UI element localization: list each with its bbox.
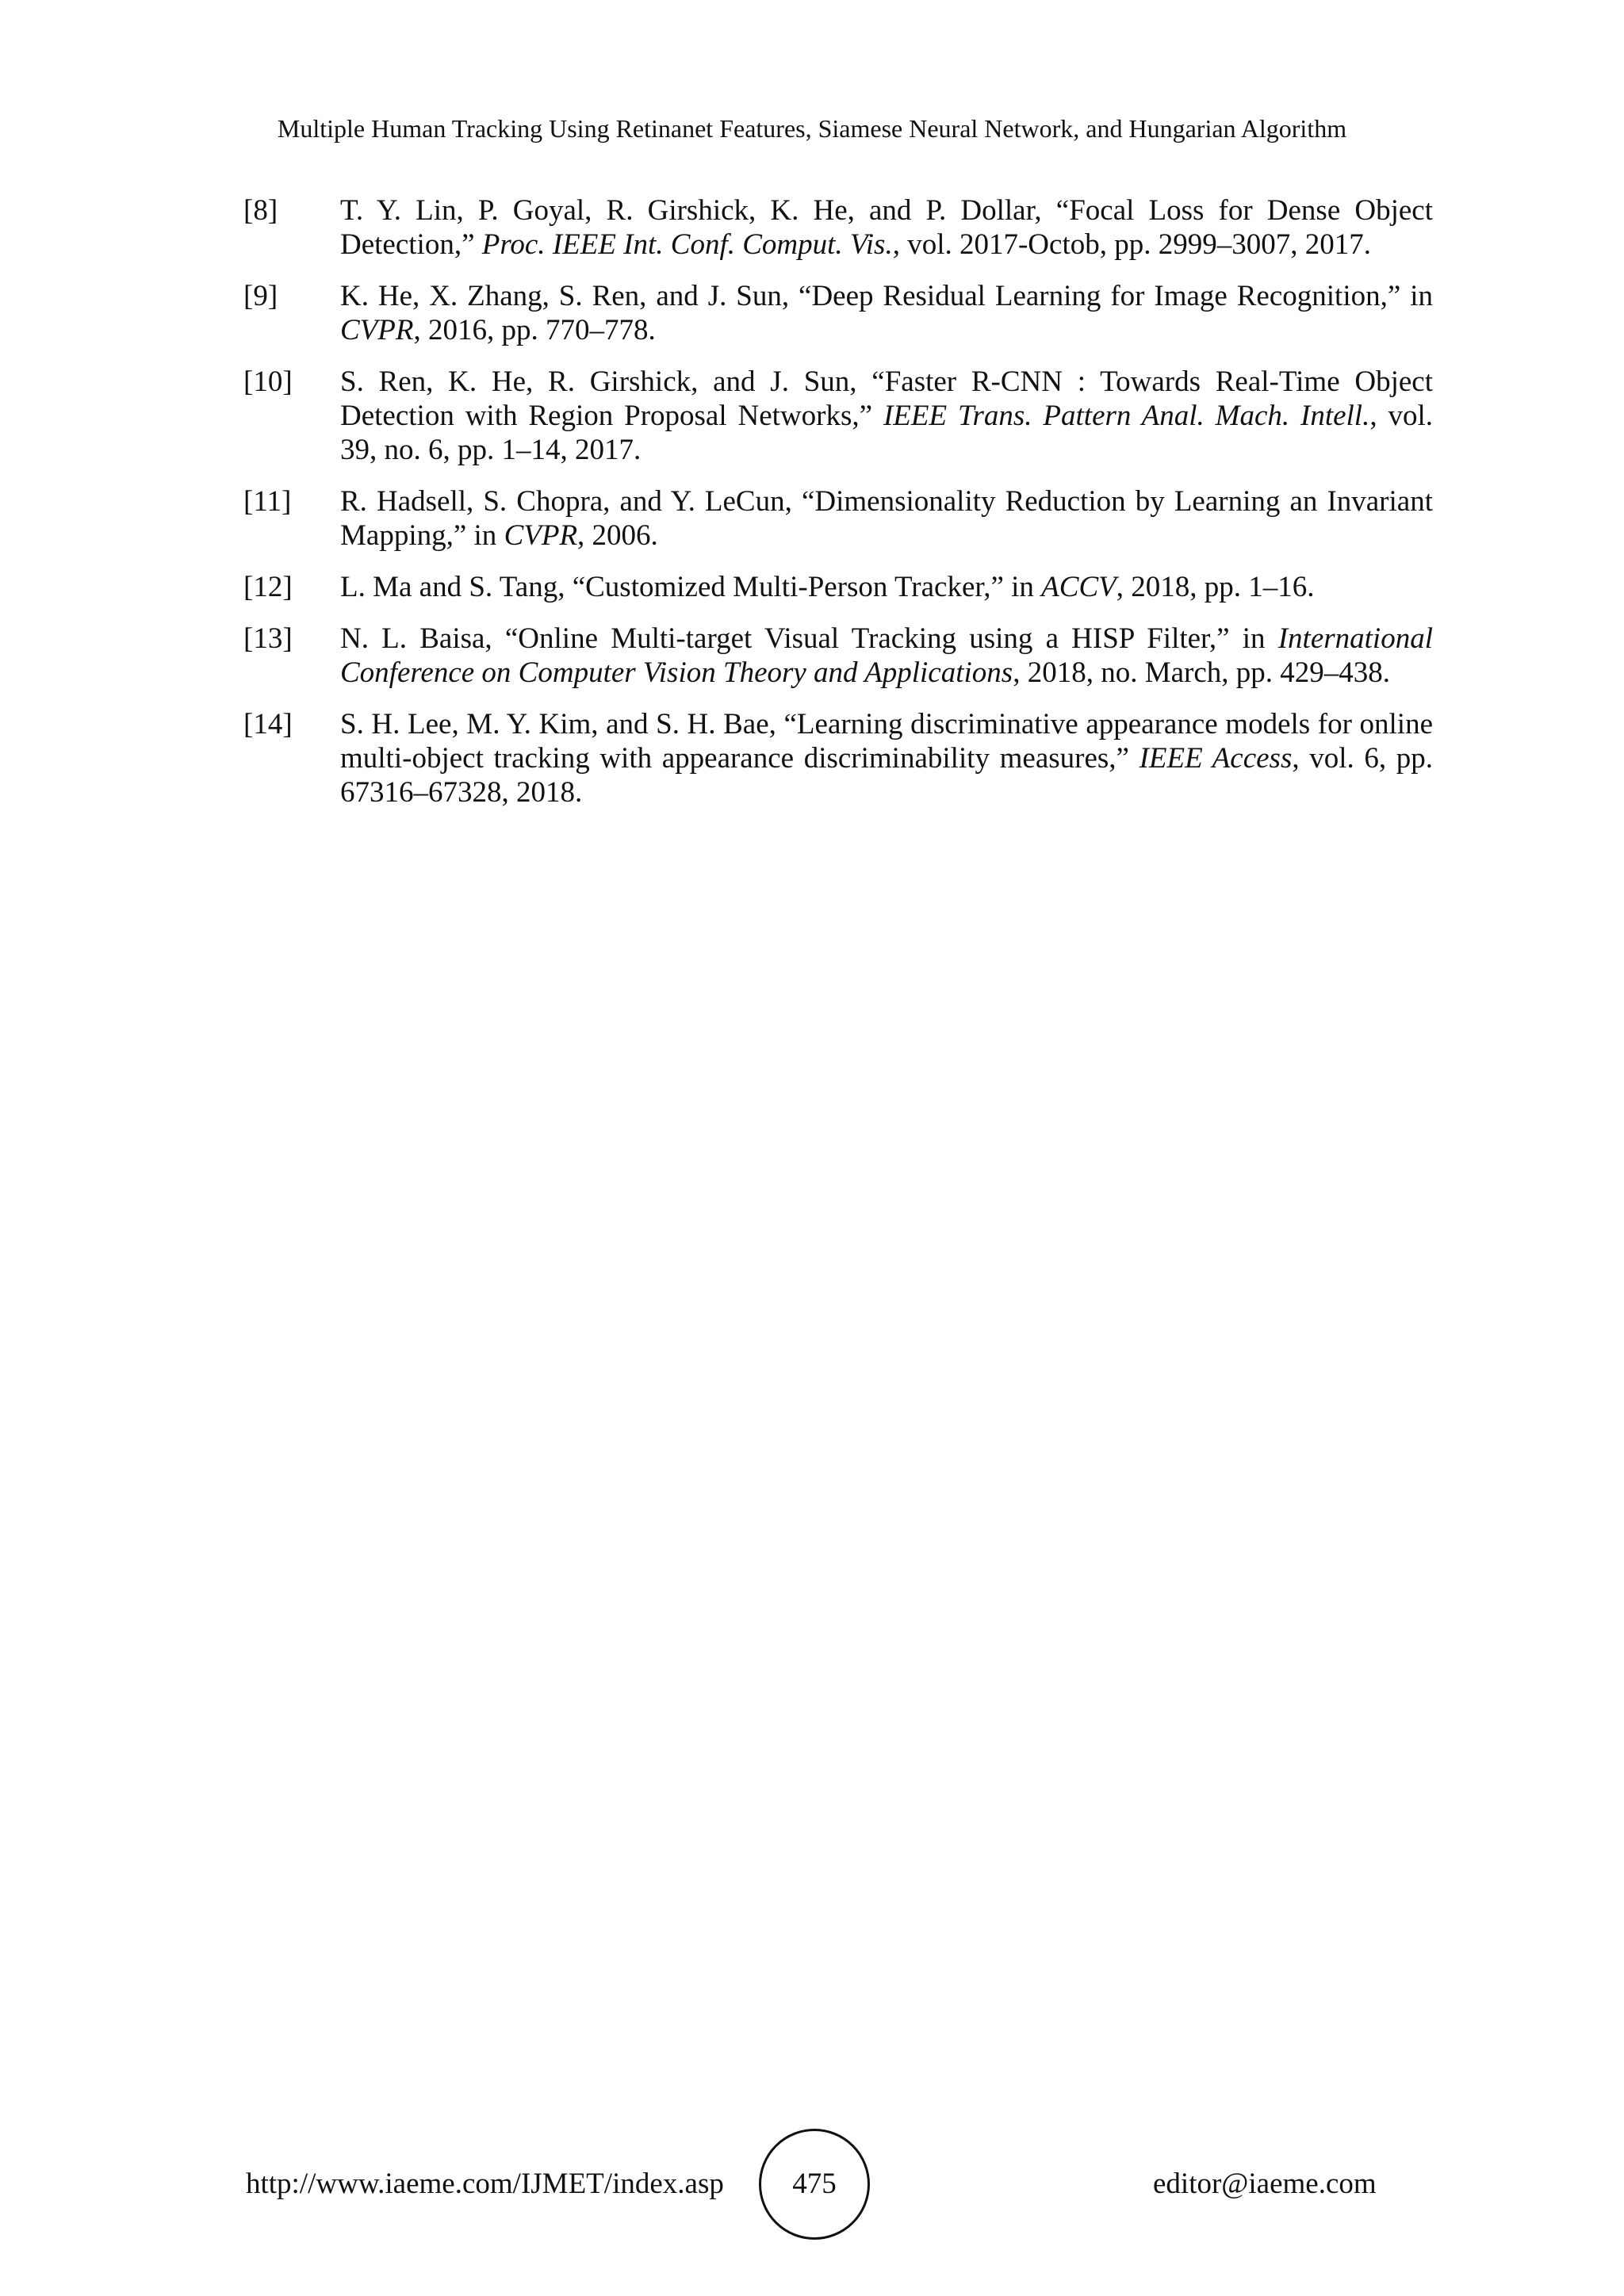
reference-text-segment: N. L. Baisa, “Online Multi-target Visual Tracking using a HISP Filter,” in: [340, 622, 1278, 655]
reference-venue: CVPR: [340, 314, 414, 346]
page-number: 475: [759, 2129, 870, 2240]
reference-text-segment: , 2016, pp. 770–778.: [413, 314, 656, 346]
reference-item: [243, 570, 1433, 604]
reference-item: [243, 707, 1433, 809]
reference-text: [340, 193, 1433, 262]
reference-text-segment: , 2018, no. March, pp. 429–438.: [1013, 656, 1391, 689]
reference-number: [8]: [243, 194, 278, 227]
reference-text: [340, 570, 1433, 604]
reference-text-segment: S. Ren, K. He, R. Girshick, and J. Sun, “Faster R-CNN : Towards Real-Time Object Detection with Region Proposal Networks,”: [340, 365, 1433, 432]
footer-email-link[interactable]: editor@iaeme.com: [1153, 2168, 1377, 2200]
reference-text: [340, 484, 1433, 553]
reference-number: [12]: [243, 571, 293, 603]
reference-item: [243, 193, 1433, 262]
reference-item: [243, 365, 1433, 467]
reference-item: [243, 622, 1433, 690]
reference-text-segment: , vol. 2017-Octob, pp. 2999–3007, 2017.: [892, 228, 1371, 261]
reference-list: [243, 193, 1433, 827]
reference-text: [340, 365, 1433, 467]
reference-text-segment: T. Y. Lin, P. Goyal, R. Girshick, K. He, and P. Dollar, “Focal Loss for Dense Object Detection,”: [340, 194, 1433, 261]
reference-number: [14]: [243, 708, 293, 740]
reference-item: [243, 279, 1433, 347]
reference-text-segment: R. Hadsell, S. Chopra, and Y. LeCun, “Dimensionality Reduction by Learning an Invariant Mapping,” in: [340, 485, 1433, 552]
reference-venue: CVPR: [504, 519, 578, 552]
reference-venue: ACCV: [1041, 571, 1116, 603]
reference-text: [340, 622, 1433, 690]
reference-text-segment: , 2018, pp. 1–16.: [1116, 571, 1315, 603]
reference-venue: IEEE Access: [1139, 742, 1293, 775]
page-footer: [0, 2129, 1624, 2240]
reference-number: [11]: [243, 485, 292, 518]
reference-text: [340, 279, 1433, 347]
footer-url-link[interactable]: http://www.iaeme.com/IJMET/index.asp: [246, 2168, 724, 2200]
reference-text-segment: , vol. 39, no. 6, pp. 1–14, 2017.: [340, 400, 1433, 466]
reference-text-segment: L. Ma and S. Tang, “Customized Multi-Person Tracker,” in: [340, 571, 1042, 603]
reference-number: [13]: [243, 622, 293, 655]
reference-text: [340, 707, 1433, 809]
reference-venue: International Conference on Computer Vision Theory and Applications: [340, 622, 1433, 689]
running-header: Multiple Human Tracking Using Retinanet Features, Siamese Neural Network, and Hungarian Algorithm: [277, 114, 1347, 143]
reference-venue: Proc. IEEE Int. Conf. Comput. Vis.: [481, 228, 893, 261]
reference-item: [243, 484, 1433, 553]
reference-number: [10]: [243, 365, 293, 398]
reference-venue: IEEE Trans. Pattern Anal. Mach. Intell.: [883, 400, 1370, 432]
reference-text-segment: , 2006.: [577, 519, 658, 552]
reference-text-segment: K. He, X. Zhang, S. Ren, and J. Sun, “Deep Residual Learning for Image Recognition,” in: [340, 280, 1433, 312]
reference-text-segment: , vol. 6, pp. 67316–67328, 2018.: [340, 742, 1433, 809]
reference-text-segment: S. H. Lee, M. Y. Kim, and S. H. Bae, “Learning discriminative appearance models for online multi-object tracking with appearance discriminability measures,”: [340, 708, 1433, 775]
reference-number: [9]: [243, 280, 278, 312]
